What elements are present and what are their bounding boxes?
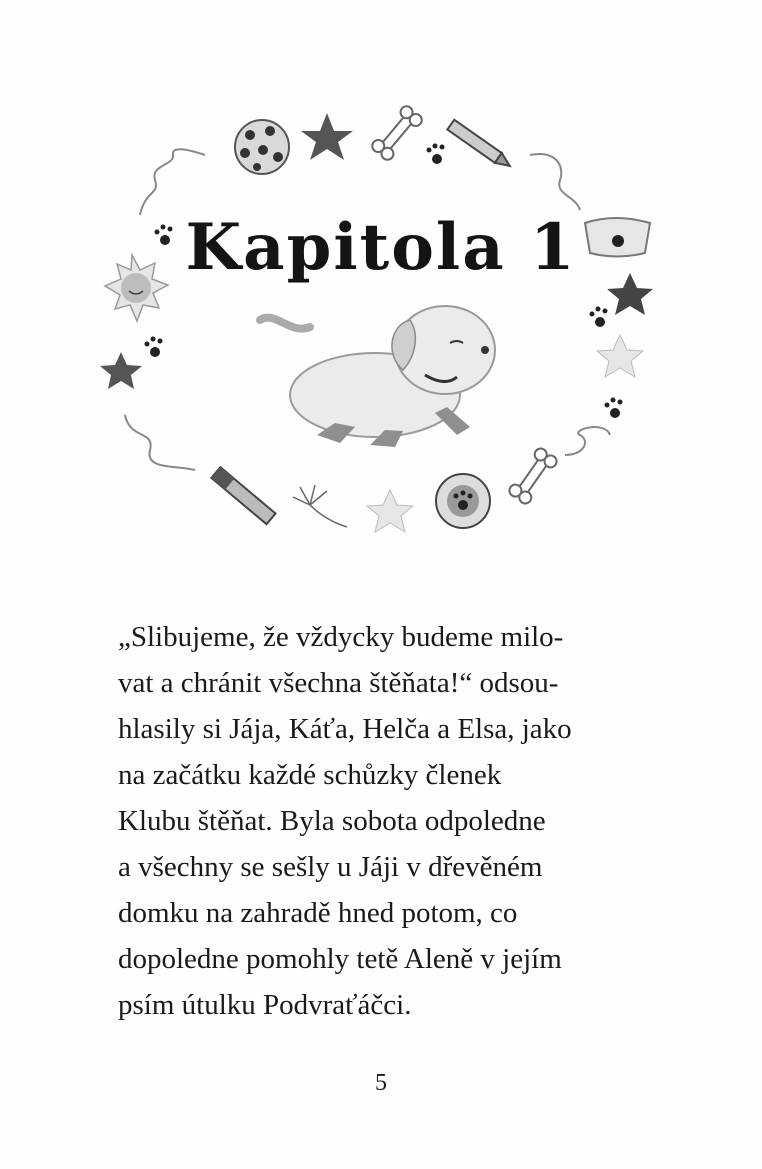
chapter-title: Kapitola 1 xyxy=(185,210,577,285)
chapter-illustration xyxy=(85,95,675,545)
text-line: dopoledne pomohly tetě Aleně v jejím xyxy=(118,943,562,975)
paw-icon xyxy=(145,337,163,358)
squiggle-right-bottom xyxy=(565,427,610,455)
paw-icon xyxy=(427,144,445,165)
squiggle-right-top xyxy=(530,154,580,210)
ball-icon xyxy=(235,120,289,174)
text-line: a všechny se sešly u Jáji v dřevěném xyxy=(118,851,543,883)
text-line: psím útulku Podvraťáčci. xyxy=(118,989,412,1021)
dandelion-icon xyxy=(293,485,347,527)
text-line: „Slibujeme, že vždycky budeme milo- xyxy=(118,621,564,653)
page-number: 5 xyxy=(375,1070,387,1096)
body-paragraph xyxy=(118,614,638,1028)
text-line: Klubu štěňat. Byla sobota odpoledne xyxy=(118,805,546,837)
text-line: na začátku každé schůzky členek xyxy=(118,759,502,791)
paw-icon xyxy=(590,307,608,328)
pencil-icon xyxy=(447,120,513,171)
star-icon xyxy=(597,335,643,377)
bone-icon xyxy=(507,446,559,506)
squiggle-left-top xyxy=(140,149,205,215)
text-line: hlasily si Jája, Káťa, Helča a Elsa, jako xyxy=(118,713,572,745)
star-icon xyxy=(301,113,353,160)
star-icon xyxy=(367,490,413,532)
squiggle-left-bottom xyxy=(125,415,195,470)
text-line: vat a chránit všechna štěňata!“ odsou- xyxy=(118,667,559,699)
text-line: domku na zahradě hned potom, co xyxy=(118,897,518,929)
pen-icon xyxy=(211,467,275,524)
star-icon xyxy=(100,352,142,389)
puppy-illustration xyxy=(260,306,495,447)
paw-icon xyxy=(605,398,623,419)
bone-icon xyxy=(370,104,424,162)
paw-bowl-icon xyxy=(436,474,490,528)
